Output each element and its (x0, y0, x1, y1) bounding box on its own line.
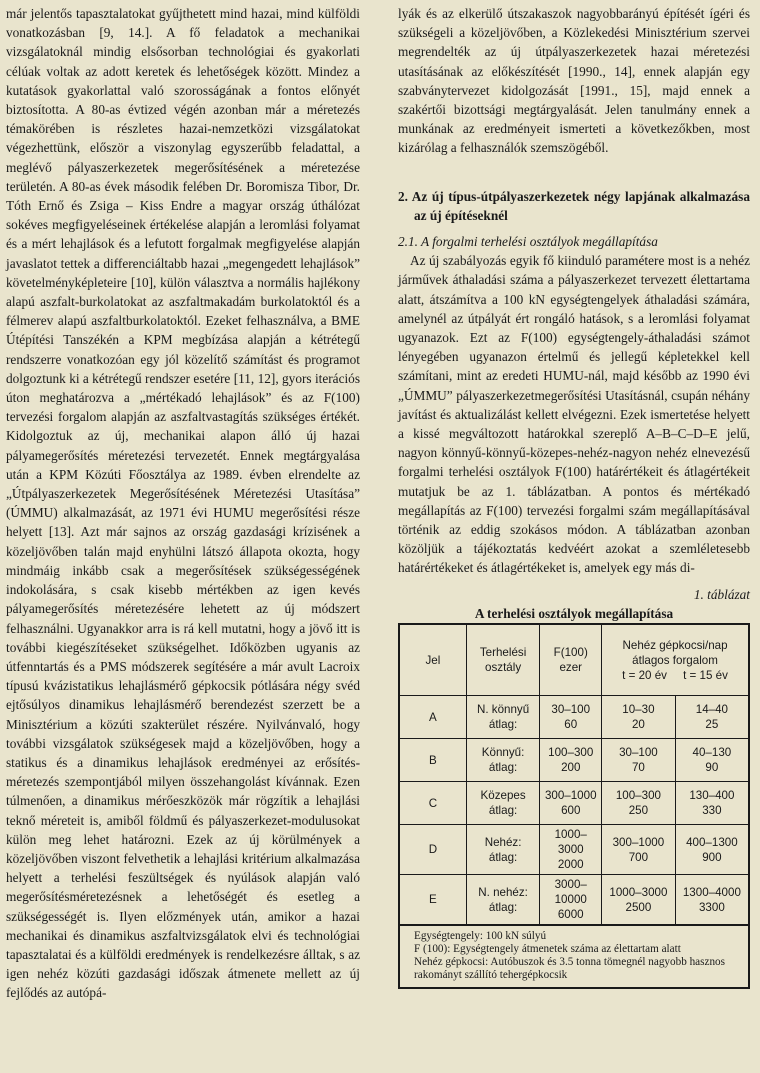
section-title: 2. Az új típus-útpályaszerkezetek négy lapjának alkalmazása az új építéseknél (398, 188, 750, 223)
row-t15: 400–1300 900 (675, 825, 749, 875)
intro-paragraph: lyák és az elkerülő útszakaszok nagyobbarányú építését ígéri és szükségeli a közeljövőben, a Közlekedési Minisztérium szervei megrendelték az új útpályaszerkezetek hazai méretezési utasításának az előkészítését [1990., 14], ennek alapján egy szabványtervezet kidolgozását [1991., 15], majd ennek a szakértői bizottsági megtárgyalását. Jelen tanulmány ennek a munkának az eredményeit ismerteti a következőkben, most kizárólag a felhasználók szemszögéből. (398, 6, 750, 156)
row-f100: 30–100 60 (540, 696, 602, 739)
row-class: Nehéz: átlag: (466, 825, 540, 875)
row-t15: 40–130 90 (675, 739, 749, 782)
row-t15: 1300–4000 3300 (675, 875, 749, 926)
row-jel: E (399, 875, 466, 926)
table-header-row (399, 624, 749, 696)
header-f100: F(100) ezer (540, 624, 602, 696)
row-f100: 1000–3000 2000 (540, 825, 602, 875)
row-class: N. könnyű átlag: (466, 696, 540, 739)
left-paragraph: már jelentős tapasztalatokat gyűjthetett mind hazai, mind külföldi vonatkozásban [9, 14.]. A fő feladatok a mechanikai vizsgálatoknál mindig elsősorban technológiai és gyakorlati célúak voltak az adott keretek és lehetőségek között. Mindez a kutatások gyakorlattal való szorosságának a fontos előnyét biztosította. A 80-as évtized végén azonban már a méretezés témakörében is részletes hazai-nemzetközi vizsgálatokat végezhettünk, először a viszonylag egyszerűbb feladattal, a meglévő pályaszerkezetek megerősítésének a méretezése területén. A 80-as évek második felében Dr. Boromisza Tibor, Dr. Tóth Ernő és Zsiga – Kiss Endre a magyar ország úthálózat sokéves megfigyeléseinek értékelése alapján a leromlási folyamat és a mért lehajlások és a lefutott forgalmak megfigyelése alapján javaslatot tettek a differenciáltabb hazai „megengedett lehajlások” követelményképleteire [10], külön választva a normális hajlékony alapú aszfalt-burkolatokat az aszfaltmakadám burkolatoktól és a félmerev alapú aszfaltburkolatoktól. Ezeket felhasználva, a BME Útépítési Tanszékén a KPM megbízása alapján a kétrétegű rendszerre vonatkozóan egy jól közelítő számítást és programot dolgoztunk ki a kétrétegű rendszer esetére [11, 12], gyors iterációs úton meghatározva a „mértékadó lehajlások” és az F(100) tervezési forgalom alapján az aszfaltvastagítás szükséges értékét. Kidolgoztuk az új, mechanikai alapon álló új hazai pályamegerősítés méretezési tervezetét. Ennek megtárgyalása után a KPM Közúti Főosztálya az 1989. évben elrendelte az „Útpályaszerkezetek Megerősítésének Méretezési Utasítása” (ÚMMU) alkalmazását, az 1971 évi HUMU megerősítési része helyett [13]. Azt már sajnos az ország gazdasági krízisének a közeljövőben talán majd enyhülni látszó állapota okozta, hogy mindmáig inkább csak a megerősítések szükségességének indokolására, s csak kisebb mértékben az igen kevés pályamegerősítés méretezésére lehetett az új módszert felhasználni. Ugyanakkor arra is rá kell mutatni, hogy a jövő itt is további kiegészítéseket szükségelhet. Időközben ugyanis az útfenntartás és a PMS módszerek segítésére a már avult Lacroix típusú kvázistatikus lehajlásmérő gépkocsik pótlására négy svéd ejtősúlyos dinamikus lehajlásmérő berendezést szerzett be a Minisztérium a közúti szakterület részére. Nyilvánvaló, hogy további vizsgálatok szükségesek majd a közeljövőben, hogy a statikus és a dinamikus lehajlások eredményei az erősítés-méretezés szempontjából milyen összehangolást kívánnak. Ezen túlmenően, a dinamikus mérőeszközök már rögzítik a lehajlási teknő méreteit is, amiből földmű és pályaszerkezet-modulusokat külön meg lehet határozni. Ezek az új körülmények a közeljövőben viszont felvethetik a lehajlási kritérium alkalmazása helyett a terhelési feszültségek és nyúlások alapján való megerősítésméretezésnek a lehetőségét és esetleg a szükségességét is. Ilyen előzmények után, amikor a hazai mechanikai és dinamikus aszfaltvizsgálatok elvi és technológiai tapasztalatai és a külföldi eredmények is rendelkezésre álltak, s az igen nehéz közúti gazdasági időszak átmenete mellett az új fejlődés az autópá- (6, 6, 360, 1001)
spacer (398, 158, 750, 187)
table-row (399, 739, 749, 782)
row-jel: B (399, 739, 466, 782)
header-heavy-vehicles: Nehéz gépkocsi/nap átlagos forgalom t = 20 év t = 15 év (602, 624, 749, 696)
right-column (398, 4, 750, 989)
table-notes-row (399, 925, 749, 988)
load-class-table (398, 623, 750, 989)
row-t15: 14–40 25 (675, 696, 749, 739)
row-class: Könnyű: átlag: (466, 739, 540, 782)
row-class: N. nehéz: átlag: (466, 875, 540, 926)
row-t20: 300–1000 700 (602, 825, 676, 875)
header-class: Terhelési osztály (466, 624, 540, 696)
row-jel: A (399, 696, 466, 739)
table-notes (399, 925, 749, 988)
row-t20: 10–30 20 (602, 696, 676, 739)
spacer (398, 578, 750, 585)
table-row (399, 825, 749, 875)
note-line: Egységtengely: 100 kN súlyú (414, 930, 547, 943)
spacer (398, 225, 750, 232)
row-f100: 100–300 200 (540, 739, 602, 782)
table-row (399, 696, 749, 739)
row-f100: 3000–10000 6000 (540, 875, 602, 926)
row-t20: 1000–3000 2500 (602, 875, 676, 926)
body-paragraph: Az új szabályozás egyik fő kiinduló paramétere most is a nehéz járművek áthaladási száma a pályaszerkezet tervezett élettartama alatt, átszámítva a 100 kN egységtengelyek áthaladási számára, amelynél az útpályát ért rongáló hatások, s a leromlási folyamat ugyanazok. Ezt az F(100) egységtengely-áthaladási számot lényegében ugyanazon értelmű és jellegű képletekkel kell számítani, mint az eredeti HUMU-nál, majd később az 1990 évi „ÚMMU” pályaszerkezetmegerősítési Utasításnál, csupán néhány javítást és aktualizálást kellett elvégezni. Ezek ismertetése helyett a kissé megváltozott határokkal szereplő A–B–C–D–E jelű, nagyon könnyű-könnyű-közepes-nehéz-nagyon nehéz elnevezésű forgalmi terhelési osztályok F(100) határértékeit és átlagértékeit mutatjuk be az 1. táblázatban. A pontos és mértékadó megállapítás az F(100) tervezési forgalmi szám megállapításával történik az eddig szokásos módon. A táblázatban azonban közöljük a tájékoztatás kedvéért azokat a szemléletesebb határértékeket és átlagértékeket is, amelyek egy más di- (398, 253, 750, 576)
row-t15: 130–400 330 (675, 782, 749, 825)
header-jel: Jel (399, 624, 466, 696)
note-line: Nehéz gépkocsi: Autóbuszok és 3.5 tonna tömegnél nagyobb hasznos rakományt szállító tehergépkocsik (414, 956, 726, 982)
row-f100: 300–1000 600 (540, 782, 602, 825)
row-jel: D (399, 825, 466, 875)
row-t20: 100–300 250 (602, 782, 676, 825)
row-t20: 30–100 70 (602, 739, 676, 782)
table-number: 1. táblázat (693, 586, 750, 602)
left-column (6, 4, 360, 1003)
table-title: A terhelési osztályok megállapítása (474, 605, 674, 621)
note-line: F (100): Egységtengely átmenetek száma az élettartam alatt (414, 943, 681, 956)
table-row (399, 875, 749, 926)
row-jel: C (399, 782, 466, 825)
row-class: Közepes átlag: (466, 782, 540, 825)
subsection-title: 2.1. A forgalmi terhelési osztályok megállapítása (398, 234, 658, 250)
table-row (399, 782, 749, 825)
